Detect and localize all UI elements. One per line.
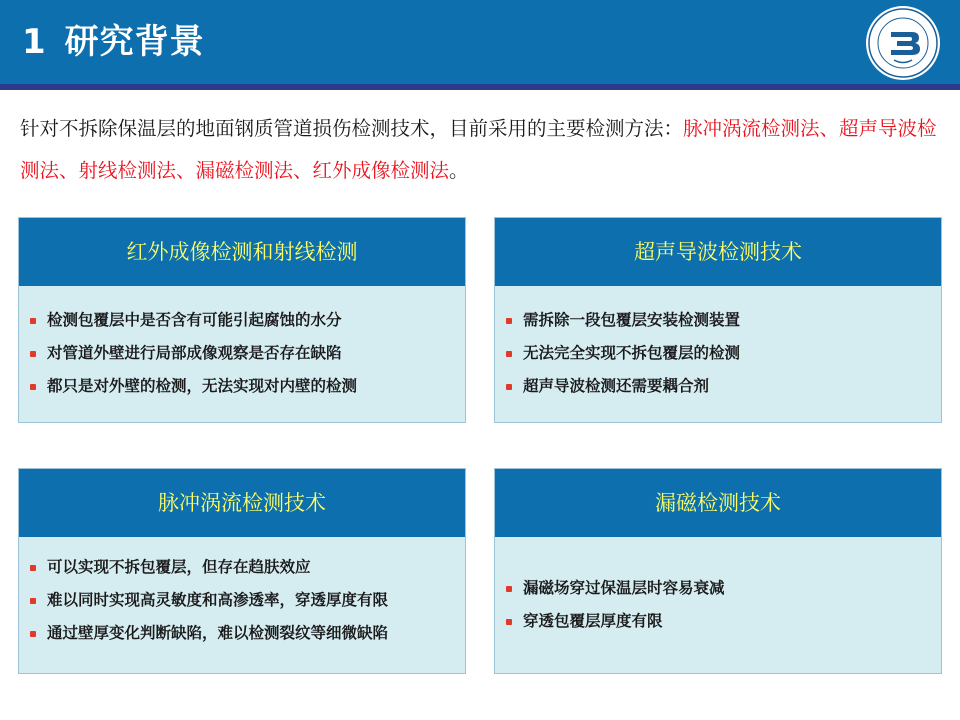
- list-item: 超声导波检测还需要耦合剂: [523, 370, 740, 403]
- title-underline: [0, 84, 960, 90]
- list-item: 通过壁厚变化判断缺陷，难以检测裂纹等细微缺陷: [47, 617, 388, 650]
- card-title: 超声导波检测技术: [495, 218, 941, 286]
- list-item: 难以同时实现高灵敏度和高渗透率，穿透厚度有限: [47, 584, 388, 617]
- card-title: 红外成像检测和射线检测: [19, 218, 465, 286]
- section-number: 1: [22, 22, 47, 62]
- list-item: 无法完全实现不拆包覆层的检测: [523, 337, 740, 370]
- intro-methods: 脉冲涡流检测法、超声导波检测法、射线检测法、漏磁检测法、红外成像检测法: [20, 117, 937, 182]
- university-logo-icon: [864, 4, 942, 82]
- bullet-icon: [506, 619, 512, 625]
- list-item: 需拆除一段包覆层安装检测装置: [523, 304, 740, 337]
- title-text: 研究背景: [64, 22, 205, 62]
- intro-paragraph: [20, 108, 945, 192]
- bullet-icon: [506, 351, 512, 357]
- bullet-icon: [30, 318, 36, 324]
- list-item: 都只是对外壁的检测，无法实现对内壁的检测: [47, 370, 357, 403]
- bullet-icon: [30, 631, 36, 637]
- list-item: 可以实现不拆包覆层，但存在趋肤效应: [47, 551, 388, 584]
- list-item: 漏磁场穿过保温层时容易衰减: [523, 572, 725, 605]
- intro-end: 。: [449, 159, 469, 182]
- card-ultrasonic-guided-wave: [494, 217, 942, 423]
- page-title: [22, 12, 205, 72]
- list-item: 对管道外壁进行局部成像观察是否存在缺陷: [47, 337, 357, 370]
- list-item: 穿透包覆层厚度有限: [523, 605, 725, 638]
- list-item: 检测包覆层中是否含有可能引起腐蚀的水分: [47, 304, 357, 337]
- card-magnetic-flux-leakage: [494, 468, 942, 674]
- bullet-icon: [30, 384, 36, 390]
- card-list: [495, 572, 725, 638]
- bullet-icon: [506, 318, 512, 324]
- card-infrared-radiography: [18, 217, 466, 423]
- bullet-icon: [506, 384, 512, 390]
- card-list: [495, 304, 740, 403]
- bullet-icon: [30, 565, 36, 571]
- card-title: 漏磁检测技术: [495, 469, 941, 537]
- card-list: [19, 551, 388, 650]
- card-title: 脉冲涡流检测技术: [19, 469, 465, 537]
- bullet-icon: [506, 586, 512, 592]
- bullet-icon: [30, 351, 36, 357]
- card-pulsed-eddy-current: [18, 468, 466, 674]
- bullet-icon: [30, 598, 36, 604]
- card-list: [19, 304, 357, 403]
- title-bar: [0, 0, 960, 84]
- intro-text: 针对不拆除保温层的地面钢质管道损伤检测技术，目前采用的主要检测方法：: [20, 117, 684, 140]
